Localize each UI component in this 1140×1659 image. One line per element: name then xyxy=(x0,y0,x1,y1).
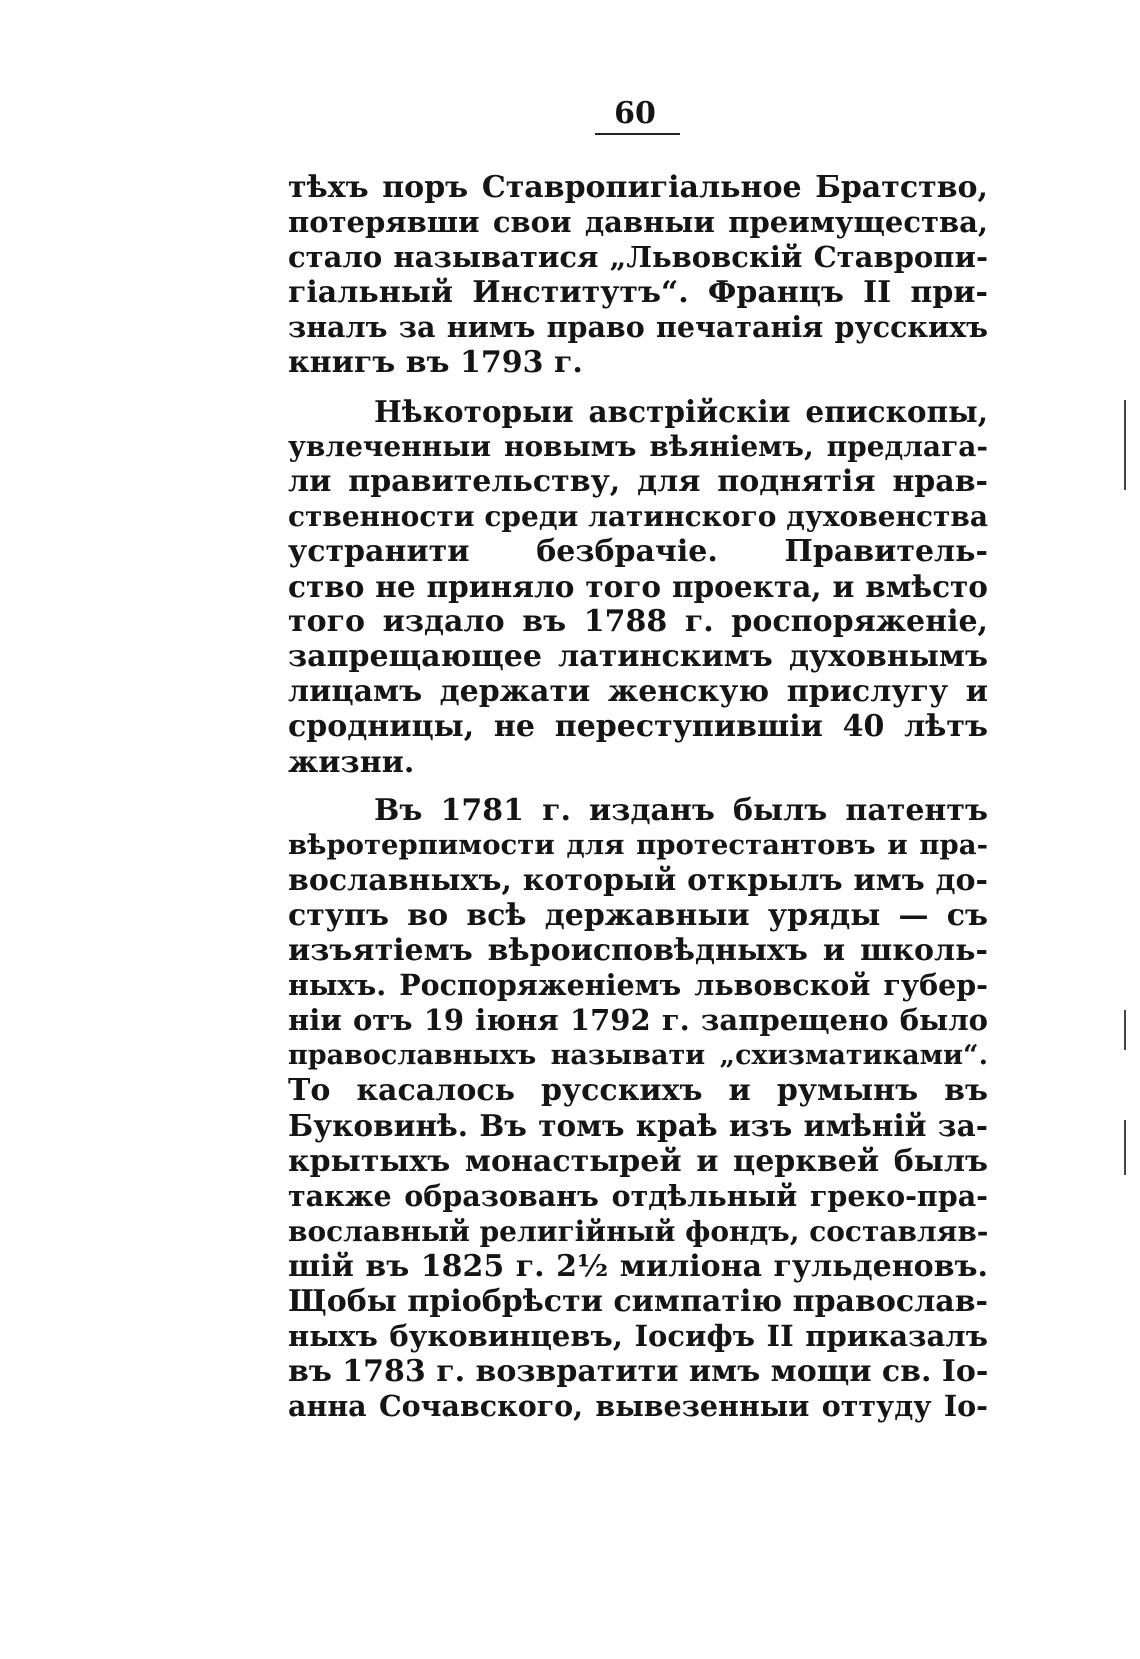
scan-edge-mark xyxy=(1124,400,1126,490)
text-line: ныхъ. Роспоряженіемъ львовской губер- xyxy=(288,968,988,1003)
text-line: ли правительству, для поднятія нрав- xyxy=(288,463,988,499)
page-number: 60 xyxy=(614,96,656,131)
text-line: увлеченныи новымъ вѣяніемъ, предлага- xyxy=(288,429,988,463)
text-line: шій въ 1825 г. 2½ миліона гульденовъ. xyxy=(288,1248,988,1284)
text-line: сродницы, не переступившіи 40 лѣтъ xyxy=(288,709,988,745)
text-line: Буковинѣ. Въ томъ краѣ изъ имѣній за- xyxy=(288,1108,988,1144)
text-line: То касалось русскихъ и румынъ въ xyxy=(288,1073,988,1109)
text-line: устранити безбрачіе. Правитель- xyxy=(288,533,988,569)
text-line: крытыхъ монастырей и церквей былъ xyxy=(288,1143,988,1179)
text-line: Въ 1781 г. изданъ былъ патентъ xyxy=(374,792,988,828)
text-line: также образованъ отдѣльный греко-пра- xyxy=(288,1178,988,1213)
text-line: зналъ за нимъ право печатанія русскихъ xyxy=(288,310,988,345)
body-text xyxy=(288,170,988,1424)
text-line: православныхъ называти „схизматиками“. xyxy=(288,1040,988,1072)
text-line: книгъ въ 1793 г. xyxy=(288,345,583,381)
text-line: вославныхъ, который открылъ имъ до- xyxy=(288,862,988,898)
text-line: ство не приняло того проекта, и вмѣсто xyxy=(288,569,988,605)
text-line: ственности среди латинского духовенства xyxy=(288,499,988,533)
text-line: ніи отъ 19 іюня 1792 г. запрещено было xyxy=(288,1003,988,1038)
text-line: изъятіемъ вѣроисповѣдныхъ и школь- xyxy=(288,932,988,968)
text-line: запрещающее латинскимъ духовнымъ xyxy=(288,639,988,675)
text-line: потерявши свои давныи преимущества, xyxy=(288,205,988,240)
scan-edge-mark xyxy=(1124,1010,1126,1050)
text-line: тѣхъ поръ Ставропигіальное Братство, xyxy=(288,170,988,205)
text-line: Нѣкоторыи австрійскіи епископы, xyxy=(374,393,988,429)
text-line: стало называтися „Львовскій Ставропи- xyxy=(288,240,988,275)
text-line: ступъ во всѣ державныи уряды — съ xyxy=(288,897,988,933)
text-line: въ 1783 г. возвратити имъ мощи св. Іо- xyxy=(288,1354,989,1390)
scan-edge-mark xyxy=(1124,1120,1126,1175)
page-number-rule xyxy=(595,133,680,135)
text-line: анна Сочавского, вывезенныи оттуду Іо- xyxy=(288,1389,988,1424)
text-line: того издало въ 1788 г. роспоряженіе, xyxy=(288,604,988,640)
text-line: лицамъ держати женскую прислугу и xyxy=(288,674,988,710)
text-line: вѣротерпимости для протестантовъ и пра- xyxy=(288,828,988,861)
text-line: вославный религійный фондъ, составляв- xyxy=(288,1214,989,1248)
text-line: Щобы пріобрѣсти симпатію православ- xyxy=(288,1283,988,1319)
text-line: гіальный Институтъ“. Францъ II при- xyxy=(288,275,988,311)
text-line: жизни. xyxy=(288,744,415,780)
text-line: ныхъ буковинцевъ, Іосифъ II приказалъ xyxy=(288,1319,988,1353)
